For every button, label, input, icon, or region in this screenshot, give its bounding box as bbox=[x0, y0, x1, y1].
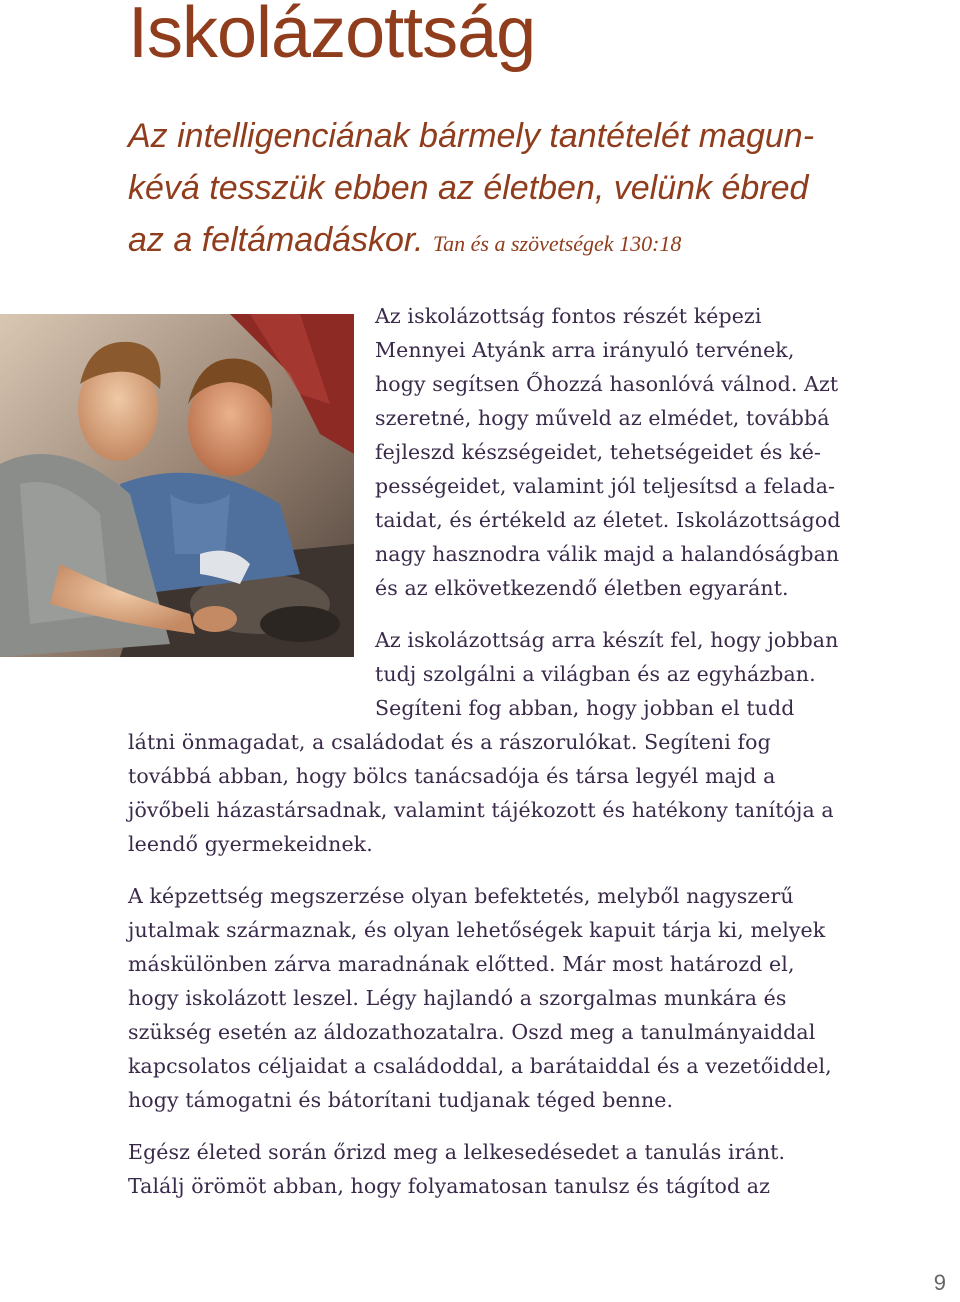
paragraph-line: tudj szolgálni a világban és az egyházban. bbox=[375, 662, 816, 686]
quote-line: kévá tesszük ebben az életben, velünk ébred bbox=[128, 169, 809, 207]
paragraph-line: jövőbeli házastársadnak, valamint tájékozott és hatékony tanítója a bbox=[128, 798, 834, 822]
paragraph-line: jutalmak származnak, és olyan lehetőségek kapuit tárja ki, melyek bbox=[128, 918, 826, 942]
quote-line: Az intelligenciának bármely tantételét magun- bbox=[128, 117, 815, 155]
paragraph-line: továbbá abban, hogy bölcs tanácsadója és társa legyél majd a bbox=[128, 764, 776, 788]
paragraph-line: A képzettség megszerzése olyan befektetés, melyből nagyszerű bbox=[128, 884, 794, 908]
paragraph-line: Találj örömöt abban, hogy folyamatosan tanulsz és tágítod az bbox=[128, 1174, 771, 1198]
photo-young-man-and-father-repairing-car-engine bbox=[0, 314, 354, 657]
paragraph-line: kapcsolatos céljaidat a családoddal, a barátaiddal és a vezetőiddel, bbox=[128, 1054, 832, 1078]
page-number: 9 bbox=[933, 1270, 946, 1295]
quote-source: Tan és a szövetségek 130:18 bbox=[432, 231, 682, 256]
paragraph-line: szeretné, hogy műveld az elmédet, továbbá bbox=[375, 406, 830, 430]
paragraph-line: pességeidet, valamint jól teljesítsd a felada- bbox=[375, 474, 836, 498]
paragraph-line: Segíteni fog abban, hogy jobban el tudd bbox=[375, 696, 795, 720]
paragraph-line: taidat, és értékeld az életet. Iskolázottságod bbox=[375, 508, 841, 532]
scripture-quote bbox=[128, 110, 888, 270]
paragraph-line: Mennyei Atyánk arra irányuló tervének, bbox=[375, 338, 795, 362]
paragraph-line: szükség esetén az áldozathozatalra. Oszd meg a tanulmányaiddal bbox=[128, 1020, 816, 1044]
paragraph-line: Az iskolázottság arra készít fel, hogy jobban bbox=[375, 628, 839, 652]
page-title: Iskolázottság bbox=[128, 0, 536, 73]
paragraph-line: Egész életed során őrizd meg a lelkesedésedet a tanulás iránt. bbox=[128, 1140, 786, 1164]
paragraph-line: fejleszd készségeidet, tehetségeidet és ké- bbox=[375, 440, 821, 464]
paragraph-line: Az iskolázottság fontos részét képezi bbox=[375, 304, 762, 328]
paragraph-line: hogy támogatni és bátorítani tudjanak téged benne. bbox=[128, 1088, 674, 1112]
paragraph-line: hogy iskolázott leszel. Légy hajlandó a szorgalmas munkára és bbox=[128, 986, 787, 1010]
quote-line: az a feltámadáskor. Tan és a szövetségek 130:18 bbox=[128, 221, 682, 259]
paragraph-line: nagy hasznodra válik majd a halandóságban bbox=[375, 542, 840, 566]
paragraph-line: és az elkövetkezendő életben egyaránt. bbox=[375, 576, 789, 600]
paragraph-line: leendő gyermekeidnek. bbox=[128, 832, 373, 856]
paragraph-line: látni önmagadat, a családodat és a rászorulókat. Segíteni fog bbox=[128, 730, 771, 754]
paragraph-line: máskülönben zárva maradnának előtted. Már most határozd el, bbox=[128, 952, 795, 976]
paragraph-line: hogy segítsen Őhozzá hasonlóvá válnod. Azt bbox=[375, 372, 839, 396]
